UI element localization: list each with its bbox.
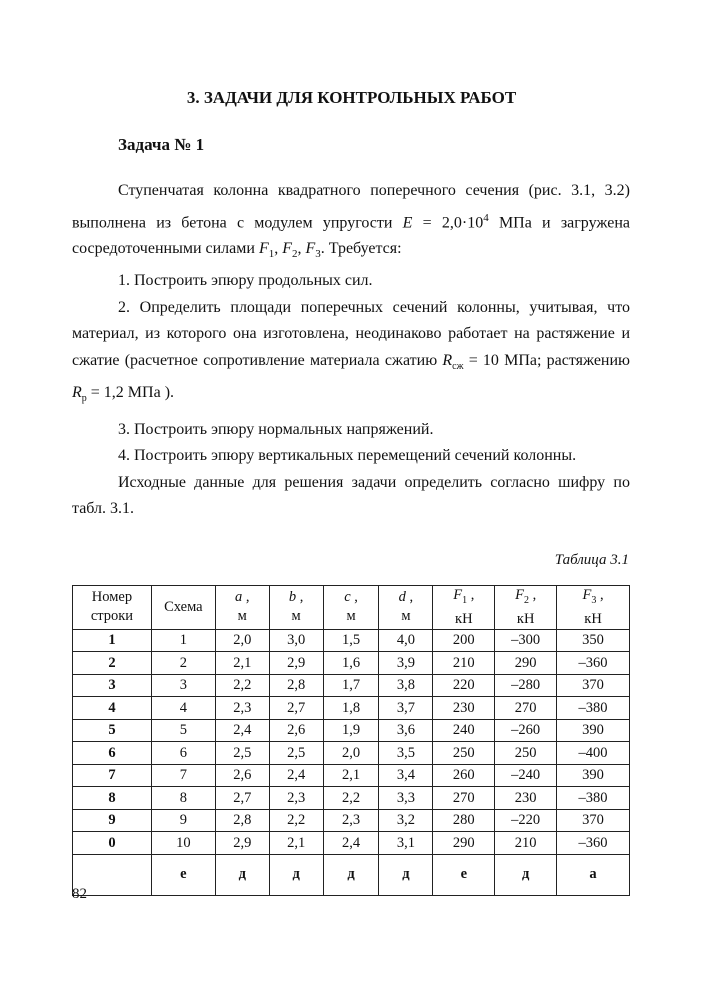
table-cell: е [433, 854, 495, 895]
header-symbol: Схема [164, 598, 203, 615]
column-header [433, 586, 495, 630]
table-cell: д [495, 854, 557, 895]
text: Ступенчатая колонна квадратного поперечного сечения (рис. 3.1, 3.2) выполнена из бетона с модулем упругости [72, 182, 630, 231]
table-cell: 2 [73, 652, 152, 675]
header-unit: м [237, 608, 247, 625]
item-2 [72, 295, 630, 413]
table-cell: 260 [433, 764, 495, 787]
table-cell: 9 [151, 809, 215, 832]
table-cell: 5 [73, 719, 152, 742]
column-header [215, 586, 269, 630]
column-header [269, 586, 323, 630]
table-cell: 1,6 [323, 652, 379, 675]
table-cell: 7 [151, 764, 215, 787]
table-cell: 1,9 [323, 719, 379, 742]
table-cell: 2,3 [215, 697, 269, 720]
task-heading: Задача № 1 [118, 135, 205, 154]
table-cell: 2,7 [269, 697, 323, 720]
column-header [151, 586, 215, 630]
text: ). [160, 384, 175, 402]
table-row [73, 832, 630, 855]
header-symbol: d , [398, 589, 414, 606]
table-cell: –380 [557, 787, 630, 810]
header-unit: м [346, 608, 356, 625]
table-cell: 2,1 [269, 832, 323, 855]
table-cell: 2 [151, 652, 215, 675]
table-row [73, 787, 630, 810]
table-cell: 3,3 [379, 787, 433, 810]
table-cell: –220 [495, 809, 557, 832]
table-cell: 250 [495, 742, 557, 765]
table-cell: 210 [495, 832, 557, 855]
section-title: 3. ЗАДАЧИ ДЛЯ КОНТРОЛЬНЫХ РАБОТ [186, 88, 517, 107]
table-row [73, 809, 630, 832]
table-cell: –240 [495, 764, 557, 787]
table-cell: 3,7 [379, 697, 433, 720]
table-cell: 2,2 [269, 809, 323, 832]
item-1: 1. Построить эпюру продольных сил. [118, 272, 373, 290]
table-row [73, 629, 630, 652]
table-cell: 2,9 [269, 652, 323, 675]
header-unit: кН [455, 610, 473, 627]
table-cell: –280 [495, 674, 557, 697]
table-cell: д [215, 854, 269, 895]
header-unit: строки [90, 608, 134, 625]
header-symbol: a , [235, 589, 250, 606]
table-cell: 2,2 [215, 674, 269, 697]
table-cell: 270 [433, 787, 495, 810]
column-header [323, 586, 379, 630]
table-cell: 2,5 [269, 742, 323, 765]
table-cell: 3,6 [379, 719, 433, 742]
text: 2. Определить площади поперечных сечений колонны, учитывая, что материал, из которого она изготовлена, неодинаково работает на растяжение и сжатие (расчетное сопротивление материала сжатию [72, 298, 630, 369]
table-cell: 2,9 [215, 832, 269, 855]
table-cell: 5 [151, 719, 215, 742]
text: растяжению [541, 351, 630, 369]
table-footer-row [73, 854, 630, 895]
table-cell: 290 [495, 652, 557, 675]
value: = 10 МПа; [463, 351, 542, 369]
table-cell: 1 [73, 629, 152, 652]
sub: 2 [292, 248, 298, 261]
column-header [557, 586, 630, 630]
text: МПа и загружена сосредоточенными силами [72, 213, 630, 258]
symbol: F [453, 587, 463, 603]
page-number: 82 [72, 886, 87, 902]
symbol: d [398, 589, 406, 606]
table-cell: 4 [151, 697, 215, 720]
subscript: 2 [523, 594, 529, 606]
data-table [72, 585, 630, 896]
header-symbol: $F_1$ , [453, 587, 475, 606]
sub: сж [452, 360, 464, 372]
table-cell: 2,3 [323, 809, 379, 832]
value: = 1,2 МПа [86, 384, 161, 402]
table-row [73, 764, 630, 787]
table-row [73, 697, 630, 720]
symbol: F [515, 587, 524, 603]
table-cell: 390 [557, 719, 630, 742]
column-header [73, 586, 152, 630]
table-cell: 2,8 [215, 809, 269, 832]
table-cell: 2,8 [269, 674, 323, 697]
table-cell: е [151, 854, 215, 895]
table-cell: 6 [73, 742, 152, 765]
sub: р [81, 393, 87, 405]
table-row [73, 652, 630, 675]
header-symbol: $F_2$ , [515, 587, 537, 606]
table-cell: 2,0 [215, 629, 269, 652]
table-cell: –380 [557, 697, 630, 720]
table-cell: 270 [495, 697, 557, 720]
table-cell: 0 [73, 832, 152, 855]
header-symbol: c , [344, 589, 358, 606]
header-symbol: Номер [91, 589, 133, 606]
table-cell: 2,5 [215, 742, 269, 765]
table-cell: 8 [151, 787, 215, 810]
table-row [73, 719, 630, 742]
table-cell: 3,9 [379, 652, 433, 675]
column-header [495, 586, 557, 630]
table-cell: 2,4 [215, 719, 269, 742]
table-cell: 8 [73, 787, 152, 810]
header-symbol: $F_3$ , [582, 587, 604, 606]
force-f2: F [282, 240, 292, 258]
table-cell: –400 [557, 742, 630, 765]
table-cell: 1,5 [323, 629, 379, 652]
formula-e: E [402, 213, 413, 231]
header-symbol: b , [288, 589, 304, 606]
table-cell: –360 [557, 832, 630, 855]
header-unit: кН [516, 610, 535, 627]
subscript: 3 [591, 594, 597, 606]
table-cell: д [379, 854, 433, 895]
sub: 3 [315, 248, 321, 261]
table-cell: 390 [557, 764, 630, 787]
table-cell: 200 [433, 629, 495, 652]
symbol: c [344, 589, 351, 606]
table-cell: 240 [433, 719, 495, 742]
table-cell: 230 [495, 787, 557, 810]
table-cell: 3,4 [379, 764, 433, 787]
item-4: 4. Построить эпюру вертикальных перемещений сечений колонны. [118, 447, 577, 465]
table-cell: –360 [557, 652, 630, 675]
table-cell: 9 [73, 809, 152, 832]
exponent: 4 [483, 211, 489, 224]
task-text [72, 178, 630, 523]
table-cell: 4,0 [379, 629, 433, 652]
table-cell: а [557, 854, 630, 895]
table-cell: 3 [151, 674, 215, 697]
table-cell: 2,4 [269, 764, 323, 787]
symbol: F [582, 587, 592, 603]
table-cell: 280 [433, 809, 495, 832]
paragraph-intro: Ступенчатая колонна квадратного поперечного сечения (рис. 3.1, 3.2) выполнена из бетона с модулем упругости $E = 2,0\cdot 10^4$ МПа и загружена сосредоточенными силами $F_1$, $F_2$, $F_3$. Требуется: [72, 182, 630, 261]
table-cell: д [269, 854, 323, 895]
header-unit: м [401, 608, 411, 625]
subscript: 1 [462, 594, 468, 606]
table-cell: 2,0 [323, 742, 379, 765]
table-cell: 2,2 [323, 787, 379, 810]
formula-value: = 2,0·10 [412, 213, 484, 231]
table-cell: 2,6 [215, 764, 269, 787]
table-cell: 370 [557, 809, 630, 832]
table-cell: 220 [433, 674, 495, 697]
table-caption: Таблица 3.1 [554, 552, 629, 568]
table-cell: 6 [151, 742, 215, 765]
force-f3: F [305, 240, 316, 258]
table-cell: 350 [557, 629, 630, 652]
column-header [379, 586, 433, 630]
table-cell: 3,8 [379, 674, 433, 697]
table-cell: д [323, 854, 379, 895]
symbol: b [288, 589, 297, 606]
table-cell: 230 [433, 697, 495, 720]
table-cell: –260 [495, 719, 557, 742]
table-cell: 10 [151, 832, 215, 855]
table-cell: 3 [73, 674, 152, 697]
table-cell: 250 [433, 742, 495, 765]
header-unit: кН [584, 610, 602, 627]
item-3: 3. Построить эпюру нормальных напряжений. [118, 420, 434, 438]
table-cell: –300 [495, 629, 557, 652]
table-row [73, 742, 630, 765]
table-row [73, 674, 630, 697]
table-cell: 7 [73, 764, 152, 787]
table-cell: 370 [557, 674, 630, 697]
table-cell: 1,7 [323, 674, 379, 697]
table-cell: 3,1 [379, 832, 433, 855]
symbol: a [235, 589, 243, 606]
table-cell: 2,1 [323, 764, 379, 787]
table-cell: 2,7 [215, 787, 269, 810]
table-cell: 2,1 [215, 652, 269, 675]
table-cell: 4 [73, 697, 152, 720]
table-cell: 210 [433, 652, 495, 675]
item-5: Исходные данные для решения задачи определить согласно шифру по табл. 3.1. [72, 473, 630, 518]
header-unit: м [291, 608, 301, 625]
text: . Требуется: [320, 240, 402, 258]
formula-r: R [442, 351, 453, 369]
table-cell: 290 [433, 832, 495, 855]
table-cell: 1 [151, 629, 215, 652]
force-f1: F [258, 240, 269, 258]
table-cell: 2,3 [269, 787, 323, 810]
sub: 1 [268, 248, 275, 261]
table-cell: 3,5 [379, 742, 433, 765]
table-cell: 3,0 [269, 629, 323, 652]
table-cell: 2,4 [323, 832, 379, 855]
formula-r: R [72, 384, 82, 402]
table-cell: 1,8 [323, 697, 379, 720]
table-cell: 2,6 [269, 719, 323, 742]
table-cell: 3,2 [379, 809, 433, 832]
